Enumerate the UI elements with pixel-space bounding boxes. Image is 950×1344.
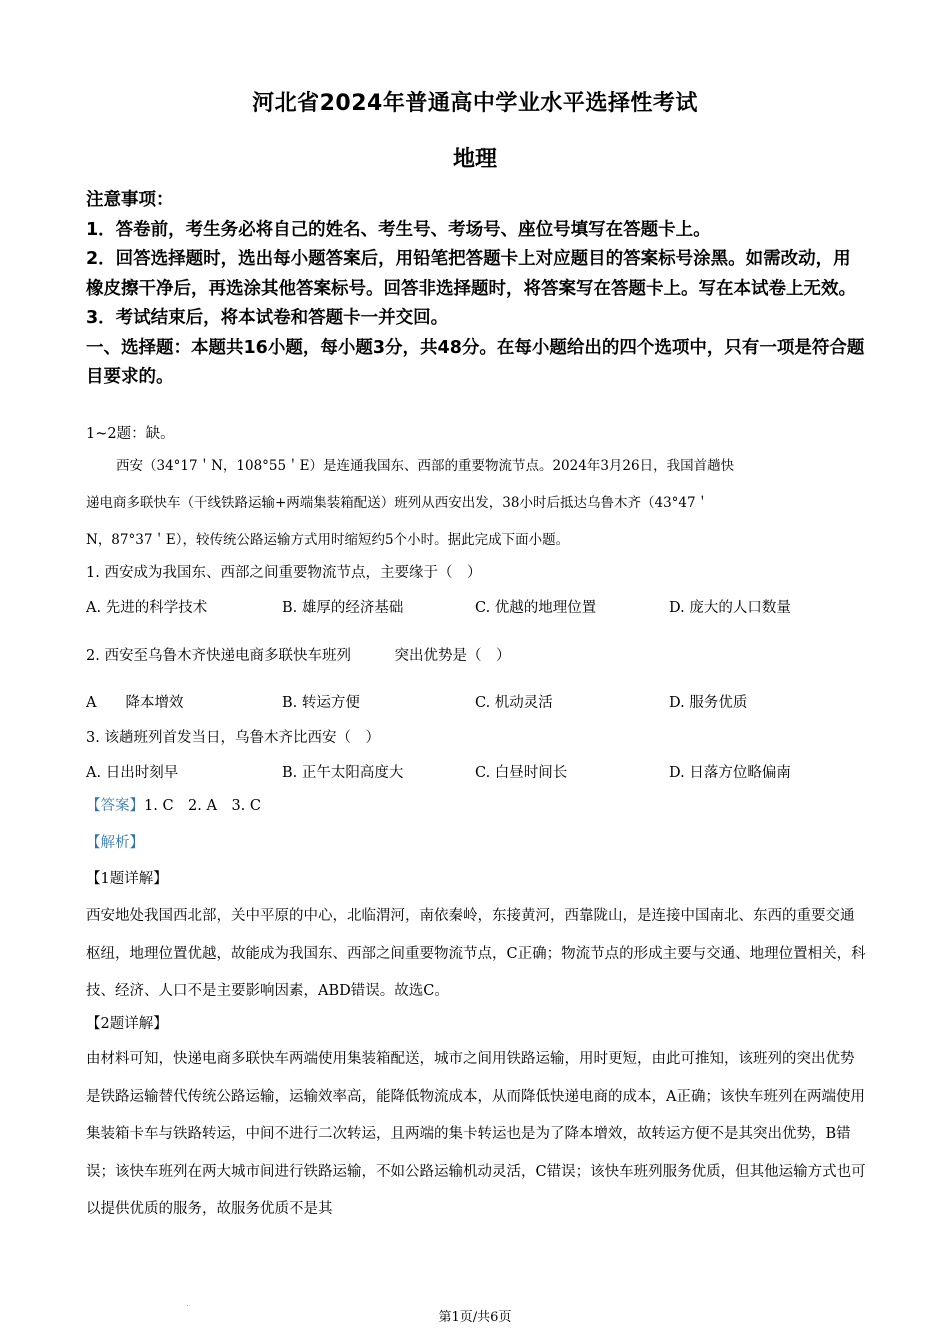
reading-passage — [86, 448, 876, 559]
question-2-stem: 2. 西安至乌鲁木齐快递电商多联快车班列 突出优势是（ ） — [86, 648, 511, 664]
question-1-stem: 1. 西安成为我国东、西部之间重要物流节点，主要缘于（ ） — [86, 565, 482, 581]
notes-item: 3．考试结束后，将本试卷和答题卡一并交回。 — [86, 308, 449, 328]
missing-questions-note: 1~2题：缺。 — [86, 426, 175, 442]
question-3-stem: 3. 该趟班列首发当日，乌鲁木齐比西安（ ） — [86, 730, 380, 746]
passage-line: 西安（34°17＇N，108°55＇E）是连通我国东、西部的重要物流节点。2024年3月26日，我国首趟快 — [116, 458, 735, 474]
answer-value: 1. C 2. A 3. C — [144, 798, 261, 814]
notes-item: 1．答卷前，考生务必将自己的姓名、考生号、考场号、座位号填写在答题卡上。 — [86, 219, 711, 240]
option-a: A. 日出时刻早 — [86, 765, 179, 781]
notes-heading: 注意事项： — [86, 190, 174, 210]
option-c: C. 白昼时间长 — [475, 765, 568, 781]
passage-line: 递电商多联快车（干线铁路运输+两端集装箱配送）班列从西安出发，38小时后抵达乌鲁木齐（43°47＇ — [86, 495, 710, 511]
exam-notes — [86, 186, 866, 393]
document-title: 河北省2024年普通高中学业水平选择性考试 — [252, 91, 698, 116]
answer-block — [86, 794, 261, 815]
option-d: D. 日落方位略偏南 — [669, 765, 791, 781]
option-c: C. 机动灵活 — [475, 695, 553, 711]
notes-item: 2．回答选择题时，选出每小题答案后，用铅笔把答题卡上对应题目的答案标号涂黑。如需改动，用橡皮擦干净后，再选涂其他答案标号。回答非选择题时，将答案写在答题卡上。写在本试卷上无效。 — [86, 249, 856, 299]
option-c: C. 优越的地理位置 — [475, 600, 597, 616]
analysis-section-text: 由材料可知，快递电商多联快车两端使用集装箱配送，城市之间用铁路运输，用时更短，由此可推知，该班列的突出优势是铁路运输替代传统公路运输，运输效率高，能降低物流成本，从而降低快递电商的成本，A正确；该快车班列在两端使用集装箱卡车与铁路转运，中间不进行二次转运，且两端的集卡转运也是为了降本增效，故转运方便不是其突出优势，B错误；该快车班列在两大城市间进行铁路运输，不如公路运输机动灵活，C错误；该快车班列服务优质，但其他运输方式也可以提供优质的服务，故服务优质不是其 — [86, 1051, 866, 1217]
option-d: D. 服务优质 — [669, 695, 748, 711]
analysis-tag: 【解析】 — [86, 835, 144, 851]
analysis-section-heading: 【2题详解】 — [86, 1016, 168, 1032]
passage-line: N，87°37＇E），较传统公路运输方式用时缩短约5个小时。据此完成下面小题。 — [86, 532, 570, 548]
option-a: A 降本增效 — [86, 695, 184, 711]
section-instruction: 一、选择题：本题共16小题，每小题3分，共48分。在每小题给出的四个选项中，只有一项是符合题目要求的。 — [86, 337, 865, 387]
option-b: B. 正午太阳高度大 — [282, 765, 404, 781]
option-b: B. 转运方便 — [282, 695, 360, 711]
analysis-section-heading: 【1题详解】 — [86, 871, 168, 887]
option-b: B. 雄厚的经济基础 — [282, 600, 404, 616]
option-a: A. 先进的科学技术 — [86, 600, 208, 616]
option-d: D. 庞大的人口数量 — [669, 600, 791, 616]
document-subject: 地理 — [452, 147, 497, 172]
analysis-section-text: 西安地处我国西北部，关中平原的中心，北临渭河，南依秦岭，东接黄河，西靠陇山，是连接中国南北、东西的重要交通枢纽，地理位置优越，故能成为我国东、西部之间重要物流节点，C正确；物流节点的形成主要与交通、地理位置相关，科技、经济、人口不是主要影响因素，ABD错误。故选C。 — [86, 908, 866, 999]
answer-tag: 【答案】 — [86, 798, 144, 814]
page-indicator: 第1页/共6页 — [438, 1310, 512, 1325]
